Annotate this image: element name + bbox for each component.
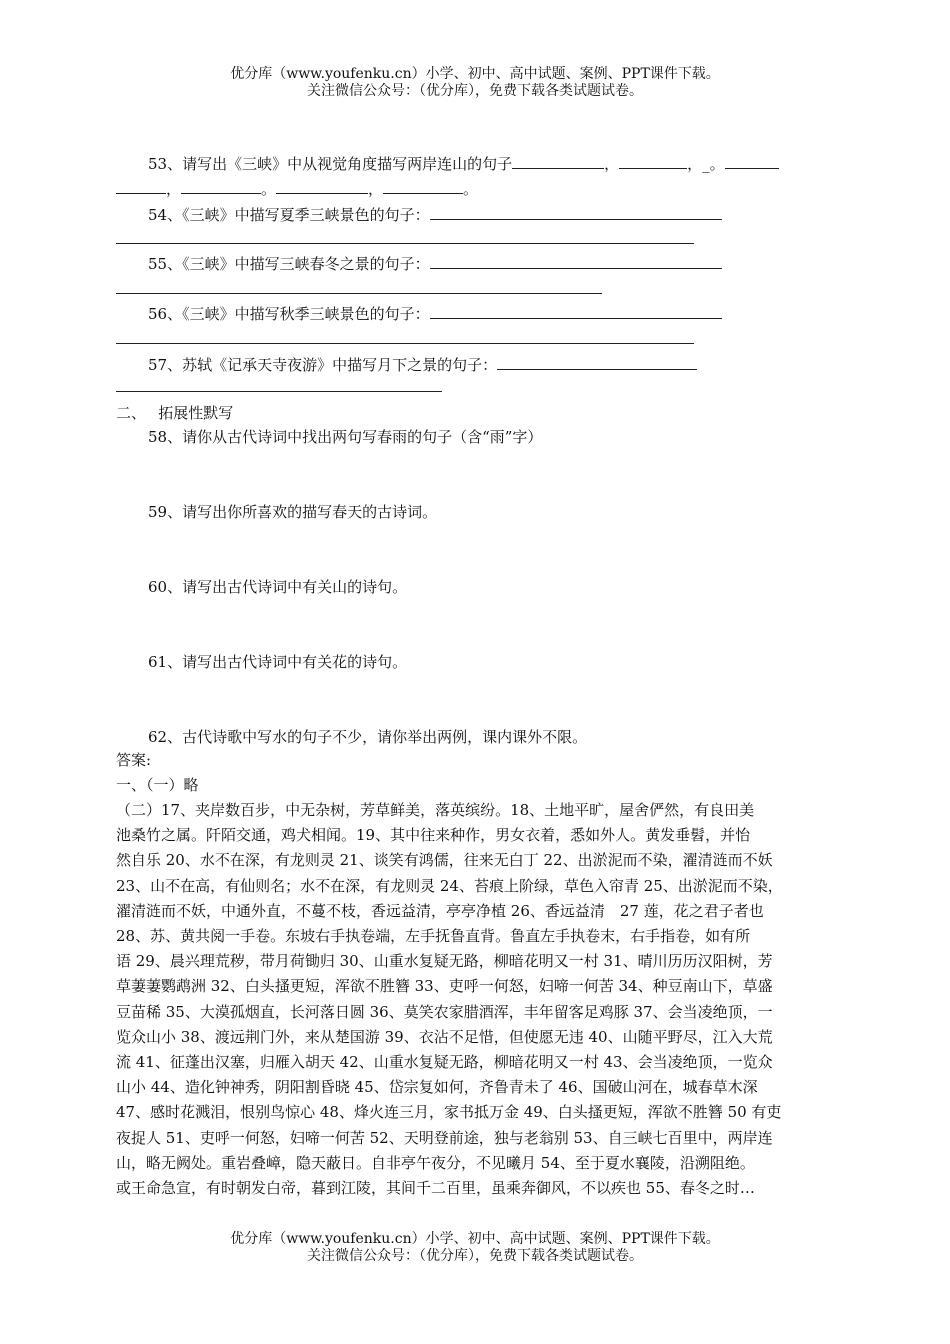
answer-line: 山，略无阙处。重岩叠嶂，隐天蔽日。自非亭午夜分，不见曦月 54、至于夏水襄陵，沿溯阻绝。 — [116, 1153, 755, 1172]
answer-line: 豆苗稀 35、大漠孤烟直，长河落日圆 36、莫笑农家腊酒浑，丰年留客足鸡豚 37、会当凌绝顶，一 — [116, 1002, 773, 1021]
answer-line: 夜捉人 51、吏呼一何怒，妇啼一何苦 52、天明登前途，独与老翁别 53、自三峡七百里中，两岸连 — [116, 1128, 773, 1147]
question-60: 60、请写出古代诗词中有关山的诗句。 — [148, 578, 408, 596]
question-56-text: 56、《三峡》中描写秋季三峡景色的句子： — [148, 305, 430, 323]
question-62: 62、古代诗歌中写水的句子不少，请你举出两例，课内课外不限。 — [148, 728, 588, 746]
answer-line: 47、感时花溅泪，恨别鸟惊心 48、烽火连三月，家书抵万金 49、白头搔更短，浑欲不胜簪 50 有吏 — [116, 1103, 782, 1122]
question-57 — [148, 354, 697, 375]
answers-part-1: 一、（一）略 — [116, 776, 199, 794]
question-55-text: 55、《三峡》中描写三峡春冬之景的句子： — [148, 255, 430, 273]
question-58: 58、请你从古代诗词中找出两句写春雨的句子（含“雨”字） — [148, 428, 543, 446]
page-footer — [0, 1231, 950, 1265]
q53-blank-1[interactable] — [512, 153, 604, 169]
q56-blank-1[interactable] — [430, 303, 722, 319]
footer-line-1: 优分库（www.youfenku.cn）小学、初中、高中试题、案例、PPT课件下载。 — [230, 1231, 720, 1247]
q53-blank-5[interactable] — [181, 178, 261, 194]
q53-sep-2: ，_。 — [687, 155, 725, 173]
q53-blank-3[interactable] — [725, 153, 779, 169]
question-54-text: 54、《三峡》中描写夏季三峡景色的句子： — [148, 206, 430, 224]
section-2-title: 二、 拓展性默写 — [116, 404, 234, 422]
answer-line: 23、山不在高，有仙则名；水不在深，有龙则灵 24、苔痕上阶绿，草色入帘青 25、出淤泥而不染， — [116, 876, 783, 895]
q53-sep-1: ， — [604, 155, 620, 173]
answers-label: 答案: — [116, 751, 152, 769]
question-59: 59、请写出你所喜欢的描写春天的古诗词。 — [148, 503, 438, 521]
question-57-text: 57、苏轼《记承天寺夜游》中描写月下之景的句子： — [148, 356, 498, 374]
header-line-2: 关注微信公众号：（优分库），免费下载各类试题试卷。 — [307, 83, 643, 99]
answer-line: 或王命急宣，有时朝发白帝，暮到江陵，其间千二百里，虽乘奔御风，不以疾也 55、春冬之时… — [116, 1179, 755, 1198]
answer-line: 览众山小 38、渡远荆门外，来从楚国游 39、衣沾不足惜，但使愿无违 40、山随平野尽，江入大荒 — [116, 1027, 773, 1046]
q55-blank-1[interactable] — [430, 253, 722, 269]
q54-blank-1[interactable] — [430, 204, 722, 220]
q53-sep-3: ， — [166, 180, 182, 198]
answer-line: 然自乐 20、水不在深，有龙则灵 21、谈笑有鸿儒，往来无白丁 22、出淤泥而不染，濯清涟而不妖 — [116, 851, 773, 870]
answer-line: 流 41、征蓬出汉塞，归雁入胡天 42、山重水复疑无路，柳暗花明又一村 43、会当凌绝顶，一览众 — [116, 1053, 773, 1072]
page-header — [0, 66, 950, 100]
q53-blank-6[interactable] — [276, 178, 368, 194]
answer-line: 28、苏、黄共阅一手卷。东坡右手执卷端，左手抚鲁直背。鲁直左手执卷末，右手指卷，如有所 — [116, 927, 751, 946]
question-53-text: 53、请写出《三峡》中从视觉角度描写两岸连山的句子 — [148, 155, 513, 173]
q53-sep-6: 。 — [463, 180, 479, 198]
q55-answer-line[interactable] — [116, 293, 602, 294]
question-56 — [148, 303, 722, 324]
question-53-continued — [116, 178, 478, 199]
question-54 — [148, 204, 722, 225]
q56-answer-line[interactable] — [116, 343, 694, 344]
answers-body — [116, 798, 836, 1201]
answer-line: 池桑竹之属。阡陌交通，鸡犬相闻。19、其中往来种作，男女衣着，悉如外人。黄发垂髫，并怡 — [116, 826, 751, 845]
q53-blank-7[interactable] — [383, 178, 463, 194]
header-line-1: 优分库（www.youfenku.cn）小学、初中、高中试题、案例、PPT课件下载。 — [230, 66, 720, 82]
question-55 — [148, 253, 722, 274]
q53-blank-2[interactable] — [619, 153, 687, 169]
answer-line: （二）17、夹岸数百步，中无杂树，芳草鲜美，落英缤纷。18、土地平旷，屋舍俨然，有良田美 — [116, 801, 755, 819]
answer-line: 濯清涟而不妖，中通外直，不蔓不枝，香远益清，亭亭净植 26、香远益清 27 莲，花之君子者也 — [116, 901, 764, 920]
q57-answer-line[interactable] — [116, 391, 442, 392]
answer-line: 语 29、晨兴理荒秽，带月荷锄归 30、山重水复疑无路，柳暗花明又一村 31、晴川历历汉阳树，芳 — [116, 952, 773, 971]
q57-blank-1[interactable] — [497, 354, 697, 370]
answer-line: 山小 44、造化钟神秀，阴阳割昏晓 45、岱宗复如何，齐鲁青未了 46、国破山河在，城春草木深 — [116, 1078, 758, 1097]
q53-sep-4: 。 — [261, 180, 277, 198]
q53-blank-4[interactable] — [116, 178, 166, 194]
question-53 — [148, 153, 779, 174]
footer-line-2: 关注微信公众号：（优分库），免费下载各类试题试卷。 — [307, 1248, 643, 1264]
question-61: 61、请写出古代诗词中有关花的诗句。 — [148, 653, 408, 671]
q54-answer-line[interactable] — [116, 243, 694, 244]
q53-sep-5: ， — [368, 180, 384, 198]
answer-line: 草萋萋鹦鹉洲 32、白头搔更短，浑欲不胜簪 33、吏呼一何怒，妇啼一何苦 34、种豆南山下，草盛 — [116, 977, 773, 996]
